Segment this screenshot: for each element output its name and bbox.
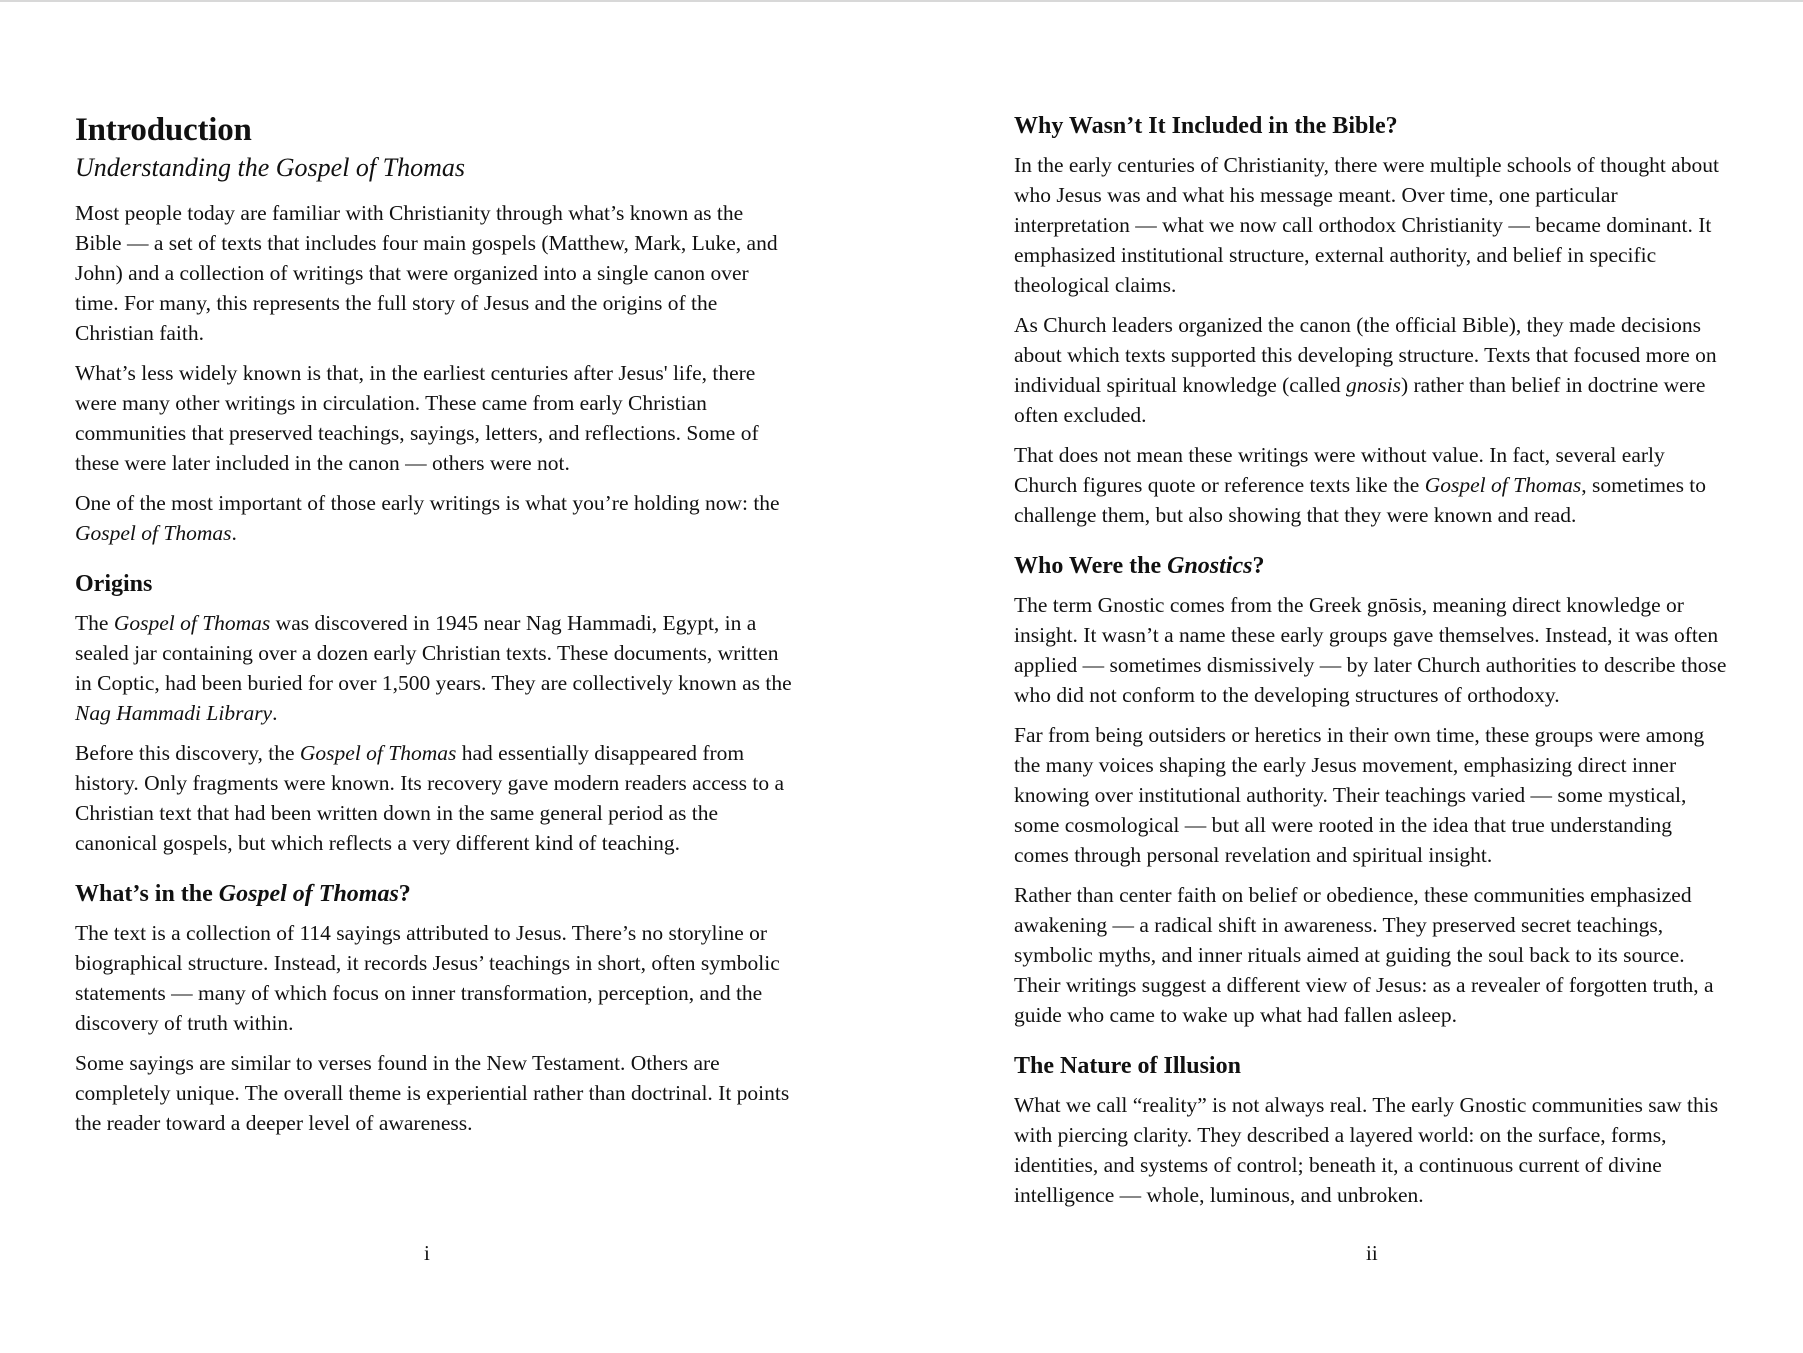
left-page (75, 110, 795, 1148)
italic-title: Gospel of Thomas (1424, 473, 1582, 497)
italic-title: Gospel of Thomas (113, 611, 271, 635)
paragraph: The text is a collection of 114 sayings attributed to Jesus. There’s no storyline or biographical structure. Instead, it records Jesus’ teachings in short, often symbolic statements — many of which focus on inner transformation, perception, and the discovery of truth within. (75, 921, 780, 1035)
text: What’s in the (75, 881, 219, 907)
text: As Church leaders organized the canon (the official Bible), they made decisions about which texts supported this developing structure. Texts that focused more on individual spiritual knowledge (called (1014, 313, 1717, 397)
italic-title: Gospel of Thomas (218, 881, 399, 907)
page-number: ii (1366, 1241, 1378, 1265)
paragraph: Rather than center faith on belief or obedience, these communities emphasized awakening — a radical shift in awareness. They preserved secret teachings, symbolic myths, and inner rituals aimed at guiding the soul back to its source. Their writings suggest a different view of Jesus: as a revealer of forgotten truth, a guide who came to wake up what had fallen asleep. (1014, 883, 1714, 1027)
page-number: i (424, 1241, 430, 1265)
italic-title: Nag Hammadi Library (75, 701, 273, 725)
section-heading-gnostics (1014, 550, 1729, 582)
section-heading-why-not-included: Why Wasn’t It Included in the Bible? (1014, 113, 1398, 139)
text: One of the most important of those early writings is what you’re holding now: the (75, 491, 780, 515)
text: The (75, 611, 114, 635)
paragraph (1014, 440, 1729, 530)
paragraph: Some sayings are similar to verses found in the New Testament. Others are completely unique. The overall theme is experiential rather than doctrinal. It points the reader toward a deeper level of awareness. (75, 1051, 790, 1135)
top-border (0, 0, 1803, 2)
section-heading-illusion: The Nature of Illusion (1014, 1053, 1241, 1079)
paragraph (75, 738, 795, 858)
italic-term: Gnostics (1167, 553, 1253, 579)
text: Before this discovery, the (75, 741, 300, 765)
text: . (272, 701, 278, 725)
text: ? (398, 881, 411, 907)
paragraph (75, 488, 795, 548)
paragraph (1014, 310, 1729, 430)
text: ) rather than belief in doctrine were often excluded. (1014, 373, 1706, 427)
page-title: Introduction (75, 112, 252, 148)
paragraph: What we call “reality” is not always real. The early Gnostic communities saw this with piercing clarity. They described a layered world: on the surface, forms, identities, and systems of control; beneath it, a continuous current of divine intelligence — whole, luminous, and unbroken. (1014, 1093, 1719, 1207)
italic-term: gnosis (1345, 373, 1401, 397)
text: . (231, 521, 237, 545)
text: ? (1252, 553, 1265, 579)
paragraph: In the early centuries of Christianity, there were multiple schools of thought about who Jesus was and what his message meant. Over time, one particular interpretation — what we now call orthodox Christianity — became dominant. It emphasized institutional structure, external authority, and belief in specific theological claims. (1014, 153, 1719, 297)
right-page (1014, 110, 1729, 1220)
paragraph (75, 608, 795, 728)
section-heading-whats-in (75, 878, 795, 910)
italic-title: Gospel of Thomas (299, 741, 457, 765)
text: had essentially disappeared from history. Only fragments were known. Its recovery gave modern readers access to a Christian text that had been written down in the same general period as the canonical gospels, but which reflects a very different kind of teaching. (75, 741, 785, 855)
italic-title: Gospel of Thomas (75, 521, 232, 545)
text: Who Were the (1014, 553, 1168, 579)
section-heading-origins: Origins (75, 571, 153, 597)
text: , sometimes to challenge them, but also showing that they were known and read. (1014, 473, 1707, 527)
paragraph: Far from being outsiders or heretics in their own time, these groups were among the many voices shaping the early Jesus movement, emphasizing direct inner knowing over institutional authority. Their teachings varied — some mystical, some cosmological — but all were rooted in the idea that true understanding comes through personal revelation and spiritual insight. (1014, 723, 1705, 867)
paragraph: What’s less widely known is that, in the earliest centuries after Jesus' life, there were many other writings in circulation. These came from early Christian communities that preserved teachings, sayings, letters, and reflections. Some of these were later included in the canon — others were not. (75, 361, 759, 475)
paragraph: The term Gnostic comes from the Greek gnōsis, meaning direct knowledge or insight. It wasn’t a name these early groups gave themselves. Instead, it was often applied — sometimes dismissively — by later Church authorities to describe those who did not conform to the developing structures of orthodoxy. (1014, 593, 1727, 707)
paragraph: Most people today are familiar with Christianity through what’s known as the Bible — a set of texts that includes four main gospels (Matthew, Mark, Luke, and John) and a collection of writings that were organized into a single canon over time. For many, this represents the full story of Jesus and the origins of the Christian faith. (75, 201, 778, 345)
text: was discovered in 1945 near Nag Hammadi, Egypt, in a sealed jar containing over a dozen early Christian texts. These documents, written in Coptic, had been buried for over 1,500 years. They are collectively known as the (75, 611, 792, 695)
text: That does not mean these writings were without value. In fact, several early Church figures quote or reference texts like the (1014, 443, 1665, 497)
page-subtitle: Understanding the Gospel of Thomas (75, 153, 465, 182)
